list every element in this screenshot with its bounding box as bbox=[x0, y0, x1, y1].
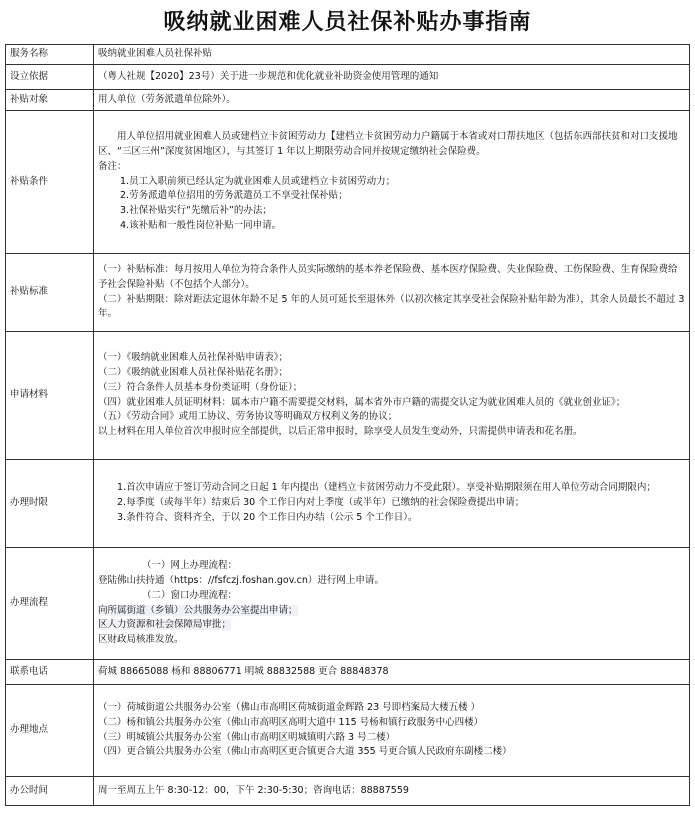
process-window-heading: （二）窗口办理流程： bbox=[142, 589, 238, 601]
label-basis: 设立依据 bbox=[6, 65, 94, 90]
materials-item: （四）就业困难人员证明材料：属本市户籍不需要提交材料，属本省外市户籍的需提交认定为就业困难人员的《就业创业证》； bbox=[98, 396, 626, 408]
location-item: （三）明城镇公共服务办公室（佛山市高明区明城镇明六路 3 号二楼） bbox=[98, 731, 396, 743]
value-materials bbox=[94, 332, 690, 460]
guide-table bbox=[5, 44, 690, 806]
value-time-limit bbox=[94, 460, 690, 548]
row-materials bbox=[6, 332, 690, 460]
process-window-step: 向所属街道（乡镇）公共服务办公室提出申请； bbox=[98, 604, 298, 616]
standard-item: （一）补贴标准：每月按用人单位为符合条件人员实际缴纳的基本养老保险费、基本医疗保险费、失业保险费、工伤保险费、生育保险费给予社会保险补贴（不包括个人部分）。 bbox=[98, 264, 678, 290]
conditions-note-label: 备注： bbox=[98, 160, 127, 172]
materials-item: （二）《吸纳就业困难人员社保补贴花名册》； bbox=[98, 367, 289, 379]
standard-item: （二）补贴期限：除对距法定退休年龄不足 5 年的人员可延长至退休外（以初次核定其享受社会保险补贴年龄为准），其余人员最长不超过 3 年。 bbox=[98, 293, 685, 320]
row-process bbox=[6, 548, 690, 660]
conditions-note: 2.劳务派遣单位招用的劳务派遣员工不享受社保补贴； bbox=[120, 190, 348, 202]
value-process bbox=[94, 548, 690, 660]
row-phone bbox=[6, 660, 690, 685]
conditions-note: 1.员工入职前须已经认定为就业困难人员或建档立卡贫困劳动力； bbox=[120, 175, 396, 187]
process-online-heading: （一）网上办理流程： bbox=[142, 560, 238, 572]
label-time-limit: 办理时限 bbox=[6, 460, 94, 548]
label-hours: 办公时间 bbox=[6, 777, 94, 806]
row-time-limit bbox=[6, 460, 690, 548]
conditions-note: 3.社保补贴实行“先缴后补”的办法； bbox=[120, 205, 272, 217]
location-item: （四）更合镇公共服务办公室（佛山市高明区更合镇更合大道 355 号更合镇人民政府东副楼二楼） bbox=[98, 746, 512, 758]
row-standard bbox=[6, 254, 690, 332]
row-conditions bbox=[6, 111, 690, 254]
label-target: 补贴对象 bbox=[6, 90, 94, 111]
value-standard bbox=[94, 254, 690, 332]
value-location bbox=[94, 685, 690, 777]
row-location bbox=[6, 685, 690, 777]
row-hours bbox=[6, 777, 690, 806]
label-standard: 补贴标准 bbox=[6, 254, 94, 332]
row-service-name bbox=[6, 45, 690, 65]
time-limit-item: 3.条件符合、资料齐全，于以 20 个工作日内办结（公示 5 个工作日）。 bbox=[117, 511, 418, 523]
row-basis bbox=[6, 65, 690, 90]
page-title: 吸纳就业困难人员社保补贴办事指南 bbox=[163, 10, 532, 35]
value-service-name: 吸纳就业困难人员社保补贴 bbox=[94, 45, 690, 65]
materials-item: 以上材料在用人单位首次申报时应全部提供，以后正常申报时，除享受人员发生变动外，只需提供申请表和花名册。 bbox=[98, 425, 583, 437]
value-basis: （粤人社规【2020】23号）关于进一步规范和优化就业补助资金使用管理的通知 bbox=[94, 65, 690, 90]
location-item: （一）荷城街道公共服务办公室（佛山市高明区荷城街道金辉路 23 号即档案局大楼五楼 ） bbox=[98, 702, 481, 714]
value-hours: 周一至周五上午 8:30-12：00，下午 2:30-5:30；咨询电话：88887559 bbox=[94, 777, 690, 806]
location-item: （二）杨和镇公共服务办公室（佛山市高明区高明大道中 115 号杨和镇行政服务中心四楼） bbox=[98, 716, 484, 728]
conditions-intro: 用人单位招用就业困难人员或建档立卡贫困劳动力【建档立卡贫困劳动力户籍属于本省或对口帮扶地区（包括东西部扶贫和对口支援地区、“三区三州”深度贫困地区），与其签订 1 年以上期限劳动合同并按规定缴纳社会保险费。 bbox=[98, 131, 678, 158]
label-materials: 申请材料 bbox=[6, 332, 94, 460]
process-online-step: 登陆佛山扶持通（https：//fsfczj.foshan.gov.cn）进行网上申请。 bbox=[98, 575, 384, 587]
value-conditions bbox=[94, 111, 690, 254]
value-target: 用人单位（劳务派遣单位除外）。 bbox=[94, 90, 690, 111]
process-window-step: 区人力资源和社会保障局审批； bbox=[98, 619, 232, 631]
conditions-note: 4.该补贴和一般性岗位补贴一同申请。 bbox=[120, 219, 282, 231]
label-phone: 联系电话 bbox=[6, 660, 94, 685]
label-conditions: 补贴条件 bbox=[6, 111, 94, 254]
time-limit-item: 2.每季度（或每半年）结束后 30 个工作日内对上季度（或半年）已缴纳的社会保险费提出申请； bbox=[117, 497, 525, 509]
label-service-name: 服务名称 bbox=[6, 45, 94, 65]
materials-item: （三）符合条件人员基本身份类证明（身份证）； bbox=[98, 381, 303, 393]
label-location: 办理地点 bbox=[6, 685, 94, 777]
label-process: 办理流程 bbox=[6, 548, 94, 660]
materials-item: （五）《劳动合同》或用工协议、劳务协议等明确双方权利义务的协议； bbox=[98, 411, 398, 423]
row-target bbox=[6, 90, 690, 111]
materials-item: （一）《吸纳就业困难人员社保补贴申请表》； bbox=[98, 352, 289, 364]
value-phone: 荷城 88665088 杨和 88806771 明城 88832588 更合 88848378 bbox=[94, 660, 690, 685]
time-limit-item: 1.首次申请应于签订劳动合同之日起 1 年内提出（建档立卡贫困劳动力不受此限）。享受补贴期限须在用人单位劳动合同期限内； bbox=[117, 482, 656, 494]
process-window-step: 区财政局核准发放。 bbox=[98, 633, 184, 645]
